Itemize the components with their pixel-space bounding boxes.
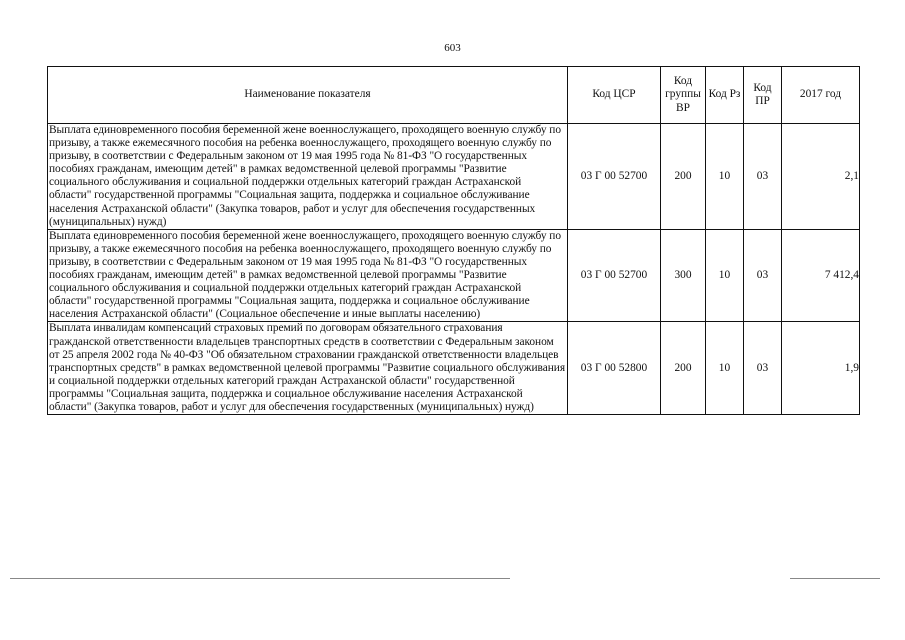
page-number: 603 (444, 42, 461, 54)
bottom-rule-left (10, 578, 510, 579)
pr-code-cell: 03 (744, 124, 782, 230)
rz-code-cell: 10 (706, 322, 744, 415)
vr-code-cell: 200 (661, 322, 706, 415)
amount-cell: 1,9 (782, 322, 860, 415)
table-header-row (48, 67, 860, 124)
table-row (48, 229, 860, 322)
amount-cell: 7 412,4 (782, 229, 860, 322)
budget-table (47, 66, 860, 415)
header-year-2017: 2017 год (782, 67, 860, 124)
bottom-rule-right (790, 578, 880, 579)
table-row (48, 124, 860, 230)
table-row (48, 322, 860, 415)
csr-code-cell: 03 Г 00 52800 (568, 322, 661, 415)
indicator-name-cell: Выплата инвалидам компенсаций страховых премий по договорам обязательного страхования гражданской ответственности владельцев транспортных средств в соответствии с Федеральным законом от 25 апреля 2002 года № 40-ФЗ "Об обязательном страховании гражданской ответственности владельцев транспортных средств" в рамках ведомственной целевой программы "Развитие социального обслуживания и социальной поддержки отдельных категорий граждан Астраханской области" государственной программы "Социальная защита, поддержка и социальное обслуживание населения Астраханской области" (Закупка товаров, работ и услуг для обеспечения государственных (муниципальных) нужд) (48, 322, 568, 415)
vr-code-cell: 200 (661, 124, 706, 230)
pr-code-cell: 03 (744, 322, 782, 415)
header-rz-code: Код Рз (706, 67, 744, 124)
header-vr-group-code: Код группы ВР (661, 67, 706, 124)
indicator-name-cell: Выплата единовременного пособия беременной жене военнослужащего, проходящего военную службу по призыву, а также ежемесячного пособия на ребенка военнослужащего, проходящего военную службу по призыву, в соответствии с Федеральным законом от 19 мая 1995 года № 81-ФЗ "О государственных пособиях гражданам, имеющим детей" в рамках ведомственной целевой программы "Развитие социального обслуживания и социальной поддержки отдельных категорий граждан Астраханской области" государственной программы "Социальная защита, поддержка и социальное обслуживание населения Астраханской области" (Социальное обеспечение и иные выплаты населению) (48, 229, 568, 322)
csr-code-cell: 03 Г 00 52700 (568, 229, 661, 322)
header-indicator-name: Наименование показателя (48, 67, 568, 124)
header-pr-code: Код ПР (744, 67, 782, 124)
csr-code-cell: 03 Г 00 52700 (568, 124, 661, 230)
vr-code-cell: 300 (661, 229, 706, 322)
rz-code-cell: 10 (706, 124, 744, 230)
rz-code-cell: 10 (706, 229, 744, 322)
header-csr-code: Код ЦСР (568, 67, 661, 124)
amount-cell: 2,1 (782, 124, 860, 230)
indicator-name-cell: Выплата единовременного пособия беременной жене военнослужащего, проходящего военную службу по призыву, а также ежемесячного пособия на ребенка военнослужащего, проходящего военную службу по призыву, в соответствии с Федеральным законом от 19 мая 1995 года № 81-ФЗ "О государственных пособиях гражданам, имеющим детей" в рамках ведомственной целевой программы "Развитие социального обслуживания и социальной поддержки отдельных категорий граждан Астраханской области" государственной программы "Социальная защита, поддержка и социальное обслуживание населения Астраханской области" (Закупка товаров, работ и услуг для обеспечения государственных (муниципальных) нужд) (48, 124, 568, 230)
pr-code-cell: 03 (744, 229, 782, 322)
